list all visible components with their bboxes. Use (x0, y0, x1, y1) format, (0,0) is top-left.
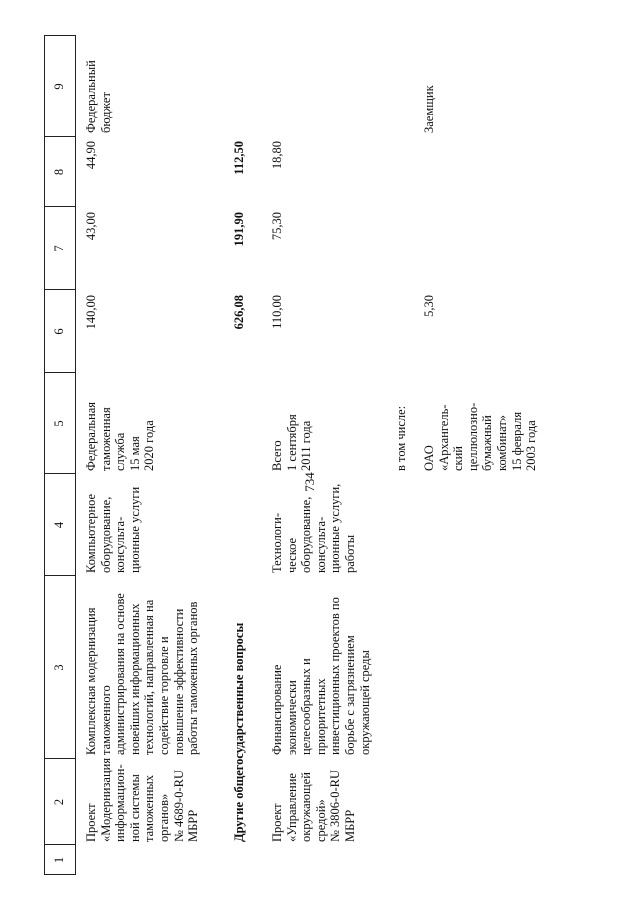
col-header-4: 4 (52, 521, 66, 529)
sub-executor: ОАО «Архангель- ский целлюлозно- бумажный комбинат» 15 февраля 2003 года (422, 402, 539, 471)
row2-col6: 110,00 (270, 295, 284, 329)
col-header-3: 3 (52, 664, 66, 671)
row2-col8: 18,80 (270, 141, 284, 170)
row2-subject: Технологи- ческое оборудование, консульта- ционные услуги, работы (270, 483, 357, 573)
col-header-7: 7 (52, 245, 66, 252)
row1-executor: Федеральная таможенная служба 15 мая 2020 года (84, 401, 157, 471)
section-col7: 191,90 (232, 212, 246, 247)
row1-col6: 140,00 (84, 295, 98, 330)
col-header-9: 9 (52, 83, 66, 90)
row1-subject: Компьютерное оборудование, консульта- ционные услуги (84, 486, 142, 573)
col-header-8: 8 (52, 168, 66, 176)
row1-col8: 44,90 (84, 141, 98, 170)
row2-project: Проект «Управление окружающей средой» № 3806-0-RU МБРР (270, 770, 357, 842)
sub-col6: 5,30 (422, 295, 436, 317)
page-number: 734 (302, 472, 317, 492)
header-bottom-rule (75, 35, 76, 875)
header-top-rule (44, 35, 45, 875)
row2-purpose: Финансирование экономически целесообразных и приоритетных инвестиционных проектов по борьбе с загрязнением окружающей среды (270, 597, 372, 755)
row2-executor: Всего 1 сентября 2011 года (270, 414, 314, 471)
row1-col9: Федеральный бюджет (84, 60, 113, 133)
row2-col7: 75,30 (270, 212, 284, 241)
row1-col7: 43,00 (84, 212, 98, 241)
section-col8: 112,50 (232, 141, 246, 175)
col-header-6: 6 (52, 328, 66, 335)
table-sheet (44, 35, 604, 875)
sub-col9: Заемщик (422, 85, 436, 133)
row1-purpose: Комплексная модернизация таможенного администрирования на основе новейших информационных технологий, направленная на содействие торговле и повышение эффективности работы таможенных органов (84, 593, 201, 755)
col-header-5: 5 (52, 420, 66, 427)
col-header-1: 1 (52, 856, 66, 864)
sub-label: в том числе: (394, 405, 408, 471)
col-header-2: 2 (52, 798, 66, 806)
section-col6: 626,08 (232, 295, 246, 330)
row1-project: Проект «Модернизация информацион- ной системы таможенных органов» № 4689-0-RU МБРР (84, 757, 201, 842)
section-title: Другие общегосударственные вопросы (232, 622, 246, 842)
